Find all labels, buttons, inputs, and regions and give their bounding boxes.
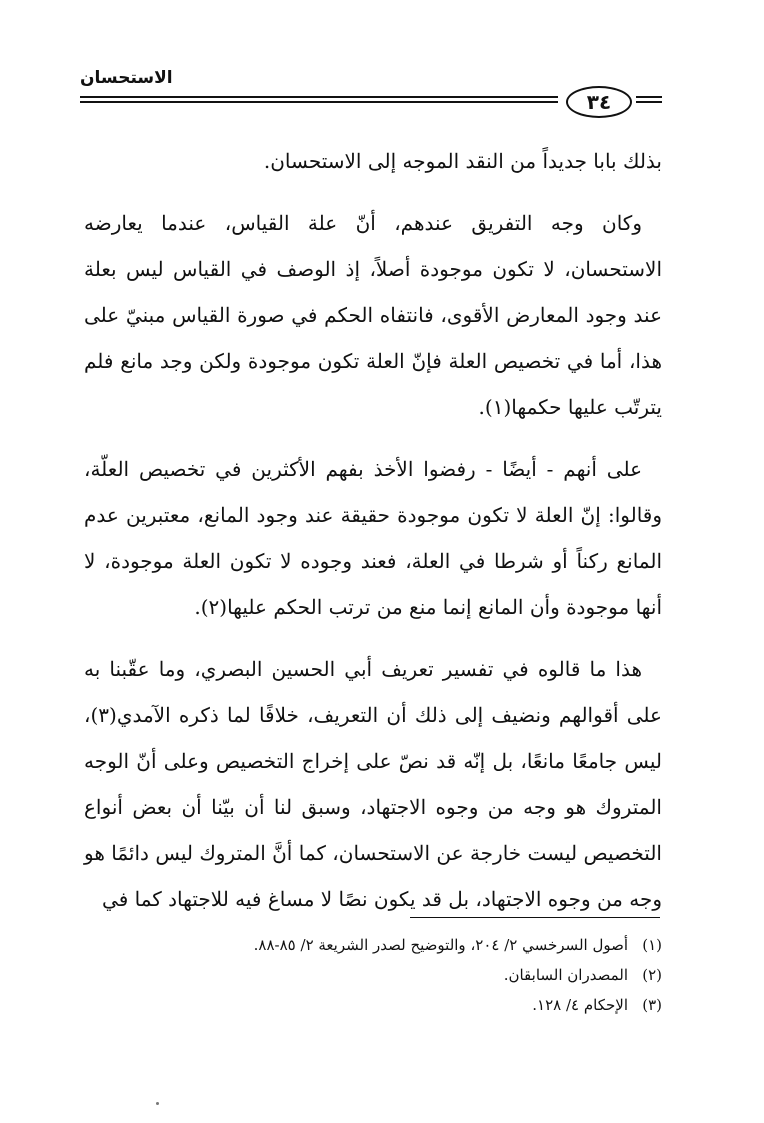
header-rule-bottom — [80, 101, 558, 103]
header-rule-right-bottom — [636, 101, 662, 103]
footnotes — [84, 930, 662, 1020]
scan-speck — [156, 1102, 159, 1105]
header-rule-right-top — [636, 96, 662, 98]
running-header-title: الاستحسان — [80, 68, 173, 88]
paragraph-3: على أنهم - أيضًا - رفضوا الأخذ بفهم الأكثرين في تخصيص العلّة، وقالوا: إنّ العلة لا تكون موجودة حقيقة عند وجود المانع، معتبرين عدم المانع ركناً أو شرطا في العلة، فعند وجوده لا تكون العلة موجودة، لا أنها موجودة وأن المانع إنما منع من ترتب الحكم عليها(٢). — [84, 457, 662, 619]
footnote-text: الإحكام ٤/ ١٢٨. — [532, 996, 628, 1014]
paragraph-2: وكان وجه التفريق عندهم، أنّ علة القياس، عندما يعارضه الاستحسان، لا تكون موجودة أصلاً، إذ الوصف في القياس ليس بعلة عند وجود المعارض الأقوى، فانتفاه الحكم في صورة القياس مبنيّ على هذا، أما في تخصيص العلة فإنّ العلة تكون موجودة ولكن وجد مانع فلم يترتّب عليها حكمها(١). — [84, 211, 662, 419]
paragraph-4: هذا ما قالوه في تفسير تعريف أبي الحسين البصري، وما عقّبنا به على أقوالهم ونضيف إلى ذلك أن التعريف، خلافًا لما ذكره الآمدي(٣)، ليس جامعًا مانعًا، بل إنّه قد نصّ على إخراج التخصيص وعلى أنّ الوجه المتروك هو وجه من وجوه الاجتهاد، وسبق لنا أن بيّنا أن بعض أنواع التخصيص ليست خارجة عن الاستحسان، كما أنَّ المتروك ليس دائمًا هو وجه من وجوه الاجتهاد، بل قد يكون نصًا لا مساغ فيه للاجتهاد كما في — [84, 657, 662, 911]
footnote-number: (١) — [642, 936, 662, 954]
paragraph-1: بذلك بابا جديداً من النقد الموجه إلى الاستحسان. — [263, 149, 662, 173]
page-number: ٣٤ — [566, 86, 632, 118]
header-rule-top — [80, 96, 558, 98]
footnote-number: (٢) — [642, 966, 662, 984]
footnote-1 — [84, 930, 662, 960]
footnote-2 — [84, 960, 662, 990]
main-text — [84, 138, 662, 938]
footnote-separator — [410, 917, 660, 918]
footnote-text: أصول السرخسي ٢/ ٢٠٤، والتوضيح لصدر الشريعة ٢/ ٨٥-٨٨. — [253, 936, 628, 954]
footnote-3 — [84, 990, 662, 1020]
footnote-text: المصدران السابقان. — [503, 966, 628, 984]
footnote-number: (٣) — [642, 996, 662, 1014]
